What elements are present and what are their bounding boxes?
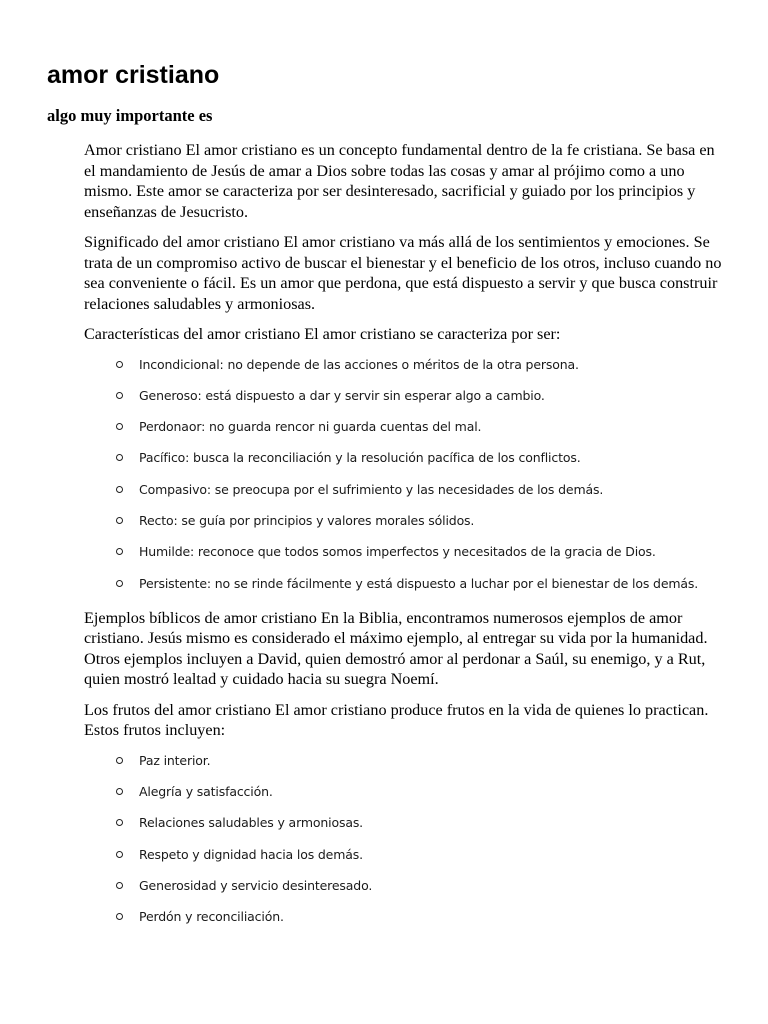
circle-bullet-icon [116,819,123,826]
document-body [84,140,724,949]
paragraph-caracteristicas: Características del amor cristiano El amor cristiano se caracteriza por ser: [84,325,561,343]
list-item [84,448,724,479]
paragraph-intro: Amor cristiano El amor cristiano es un concepto fundamental dentro de la fe cristiana. Se basa en el mandamiento de Jesús de amar a Dios sobre todas las cosas y amar al prójimo como a uno mismo. Este amor se caracteriza por ser desinteresado, sacrificial y guiado por los principios y enseñanzas de Jesucristo. [84,141,715,221]
list-item-text: Pacífico: busca la reconciliación y la resolución pacífica de los conflictos. [139,450,581,466]
circle-bullet-icon [116,913,123,920]
list-item-text: Perdonaor: no guarda rencor ni guarda cuentas del mal. [139,419,482,435]
list-item [84,386,724,417]
circle-bullet-icon [116,882,123,889]
list-item [84,845,724,876]
list-item [84,542,724,573]
circle-bullet-icon [116,788,123,795]
list-item-text: Respeto y dignidad hacia los demás. [139,846,363,862]
caracteristicas-list [84,355,724,605]
list-item-text: Incondicional: no depende de las acciones o méritos de la otra persona. [139,356,579,372]
circle-bullet-icon [116,392,123,399]
document-title: amor cristiano [47,61,220,89]
list-item-text: Relaciones saludables y armoniosas. [139,815,364,831]
circle-bullet-icon [116,486,123,493]
circle-bullet-icon [116,454,123,461]
circle-bullet-icon [116,580,123,587]
circle-bullet-icon [116,757,123,764]
list-item-text: Compasivo: se preocupa por el sufrimiento y las necesidades de los demás. [139,481,604,497]
circle-bullet-icon [116,361,123,368]
circle-bullet-icon [116,423,123,430]
list-item [84,751,724,782]
paragraph-frutos: Los frutos del amor cristiano El amor cristiano produce frutos en la vida de quienes lo practican. Estos frutos incluyen: [84,700,709,740]
paragraph-significado: Significado del amor cristiano El amor cristiano va más allá de los sentimientos y emociones. Se trata de un compromiso activo de buscar el bienestar y el beneficio de los otros, incluso cuando no sea conveniente o fácil. Es un amor que perdona, que está dispuesto a servir y que busca construir relaciones saludables y armoniosas. [84,233,722,313]
circle-bullet-icon [116,517,123,524]
list-item [84,782,724,813]
frutos-list [84,751,724,939]
list-item-text: Persistente: no se rinde fácilmente y está dispuesto a luchar por el bienestar de los demás. [139,575,699,591]
paragraph-ejemplos: Ejemplos bíblicos de amor cristiano En la Biblia, encontramos numerosos ejemplos de amor cristiano. Jesús mismo es considerado el máximo ejemplo, al entregar su vida por la humanidad. Otros ejemplos incluyen a David, quien demostró amor al perdonar a Saúl, su enemigo, y a Rut, quien mostró lealtad y cuidado hacia su suegra Noemí. [84,608,708,689]
circle-bullet-icon [116,851,123,858]
list-item [84,355,724,386]
list-item-text: Generosidad y servicio desinteresado. [139,878,373,894]
list-item [84,813,724,844]
list-item [84,574,724,605]
list-item-text: Alegría y satisfacción. [139,784,273,800]
list-item [84,480,724,511]
list-item [84,417,724,448]
document-subtitle: algo muy importante es [47,106,213,125]
list-item-text: Generoso: está dispuesto a dar y servir sin esperar algo a cambio. [139,387,545,403]
list-item [84,876,724,907]
list-item [84,511,724,542]
list-item-text: Humilde: reconoce que todos somos imperfectos y necesitados de la gracia de Dios. [139,544,656,560]
list-item-text: Recto: se guía por principios y valores morales sólidos. [139,512,475,528]
list-item-text: Paz interior. [139,752,211,768]
list-item-text: Perdón y reconciliación. [139,909,284,925]
circle-bullet-icon [116,548,123,555]
list-item [84,907,724,938]
